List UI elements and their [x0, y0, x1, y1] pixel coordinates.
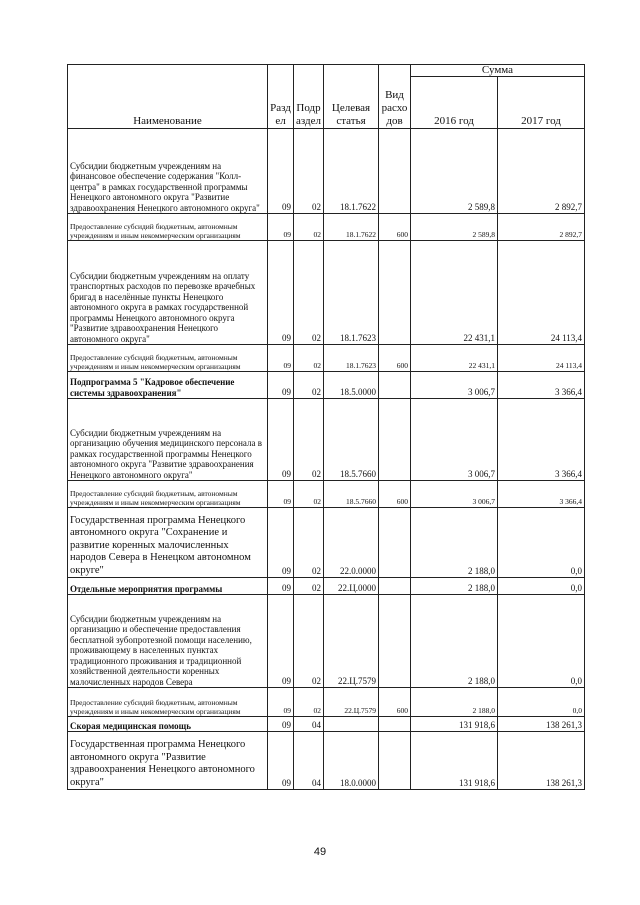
row-target: 18.0.0000	[324, 732, 379, 790]
row-section: 09	[268, 578, 294, 595]
table-row	[68, 688, 585, 717]
row-name: Отдельные мероприятия программы	[68, 578, 268, 595]
row-name: Субсидии бюджетным учреждениям на организацию обучения медицинского персонала в рамках государственной программы Ненецкого автономного округа "Развитие здравоохранения Ненецкого автономного округа"	[68, 399, 268, 481]
row-name: Субсидии бюджетным учреждениям на оплату транспортных расходов по перевозке врачебных бригад в населённые пункты Ненецкого автономного округа в рамках государственной программы Ненецкого автономного округа "Развитие здравоохранения Ненецкого автономного округа"	[68, 241, 268, 345]
table-row	[68, 399, 585, 481]
table-row	[68, 241, 585, 345]
row-2017: 24 113,4	[498, 241, 585, 345]
row-name: Государственная программа Ненецкого автономного округа "Сохранение и развитие коренных малочисленных народов Севера в Ненецком автономном округе"	[68, 508, 268, 578]
row-target: 18.5.0000	[324, 372, 379, 399]
row-target: 22.Ц.7579	[324, 595, 379, 688]
row-2016: 22 431,1	[411, 345, 498, 372]
row-target	[324, 717, 379, 732]
row-vid: 600	[379, 214, 411, 241]
row-section: 09	[268, 688, 294, 717]
table-row	[68, 578, 585, 595]
row-2016: 22 431,1	[411, 241, 498, 345]
row-2016: 2 188,0	[411, 595, 498, 688]
row-name: Скорая медицинская помощь	[68, 717, 268, 732]
header-expense-type: Вид расхо дов	[379, 65, 411, 129]
row-section: 09	[268, 372, 294, 399]
row-vid	[379, 241, 411, 345]
row-2017: 3 366,4	[498, 372, 585, 399]
row-vid: 600	[379, 481, 411, 508]
row-subsection: 04	[294, 717, 324, 732]
row-subsection: 02	[294, 481, 324, 508]
row-vid	[379, 508, 411, 578]
row-2017: 0,0	[498, 595, 585, 688]
row-subsection: 02	[294, 688, 324, 717]
row-2016: 3 006,7	[411, 481, 498, 508]
page-number: 49	[313, 846, 327, 858]
budget-table	[67, 64, 585, 790]
header-target: Целевая статья	[324, 65, 379, 129]
row-subsection: 02	[294, 372, 324, 399]
header-subsection: Подр аздел	[294, 65, 324, 129]
row-name: Предоставление субсидий бюджетным, автономным учреждениям и иным некоммерческим организациям	[68, 345, 268, 372]
row-section: 09	[268, 595, 294, 688]
row-subsection: 02	[294, 399, 324, 481]
row-subsection: 02	[294, 129, 324, 214]
row-target: 22.Ц.7579	[324, 688, 379, 717]
row-2017: 2 892,7	[498, 129, 585, 214]
row-target: 18.1.7622	[324, 129, 379, 214]
row-name: Предоставление субсидий бюджетным, автономным учреждениям и иным некоммерческим организациям	[68, 214, 268, 241]
row-2017: 138 261,3	[498, 732, 585, 790]
row-subsection: 02	[294, 578, 324, 595]
table-row	[68, 129, 585, 214]
row-section: 09	[268, 717, 294, 732]
row-section: 09	[268, 732, 294, 790]
row-2017: 0,0	[498, 508, 585, 578]
row-vid	[379, 129, 411, 214]
row-section: 09	[268, 214, 294, 241]
table-row	[68, 372, 585, 399]
row-2016: 2 188,0	[411, 688, 498, 717]
row-subsection: 02	[294, 214, 324, 241]
row-2016: 131 918,6	[411, 717, 498, 732]
table-row	[68, 481, 585, 508]
row-2016: 3 006,7	[411, 399, 498, 481]
table-row	[68, 214, 585, 241]
row-vid	[379, 732, 411, 790]
row-vid	[379, 578, 411, 595]
row-2017: 138 261,3	[498, 717, 585, 732]
row-vid: 600	[379, 688, 411, 717]
row-2016: 131 918,6	[411, 732, 498, 790]
row-subsection: 04	[294, 732, 324, 790]
table-row	[68, 717, 585, 732]
row-name: Государственная программа Ненецкого автономного округа "Развитие здравоохранения Ненецкого автономного округа"	[68, 732, 268, 790]
row-2016: 2 589,8	[411, 214, 498, 241]
row-2016: 2 188,0	[411, 508, 498, 578]
row-2017: 3 366,4	[498, 399, 585, 481]
row-vid	[379, 399, 411, 481]
row-2017: 3 366,4	[498, 481, 585, 508]
row-target: 22.0.0000	[324, 508, 379, 578]
row-vid	[379, 595, 411, 688]
row-target: 18.1.7623	[324, 345, 379, 372]
table-row	[68, 595, 585, 688]
row-vid	[379, 717, 411, 732]
row-section: 09	[268, 345, 294, 372]
row-target: 18.5.7660	[324, 399, 379, 481]
row-2016: 2 589,8	[411, 129, 498, 214]
row-subsection: 02	[294, 241, 324, 345]
row-name: Предоставление субсидий бюджетным, автономным учреждениям и иным некоммерческим организациям	[68, 688, 268, 717]
row-subsection: 02	[294, 508, 324, 578]
table-row	[68, 732, 585, 790]
row-subsection: 02	[294, 345, 324, 372]
header-year-2016: 2016 год	[411, 77, 498, 129]
row-target: 18.1.7623	[324, 241, 379, 345]
row-target: 22.Ц.0000	[324, 578, 379, 595]
row-target: 18.5.7660	[324, 481, 379, 508]
row-section: 09	[268, 241, 294, 345]
row-name: Субсидии бюджетным учреждениям на организацию и обеспечение предоставления бесплатной зубопротезной помощи населению, проживающему в населенных пунктах традиционного проживания и традиционной хозяйственной деятельности коренных малочисленных народов Севера	[68, 595, 268, 688]
row-2017: 2 892,7	[498, 214, 585, 241]
row-vid: 600	[379, 345, 411, 372]
row-section: 09	[268, 129, 294, 214]
row-target: 18.1.7622	[324, 214, 379, 241]
header-year-2017: 2017 год	[498, 77, 585, 129]
row-name: Подпрограмма 5 "Кадровое обеспечение системы здравоохранения"	[68, 372, 268, 399]
table-row	[68, 508, 585, 578]
row-name: Субсидии бюджетным учреждениям на финансовое обеспечение содержания "Колл-центра" в рамках государственной программы Ненецкого автономного округа "Развитие здравоохранения Ненецкого автономного округа"	[68, 129, 268, 214]
row-2017: 0,0	[498, 578, 585, 595]
row-section: 09	[268, 481, 294, 508]
header-row-top	[68, 65, 585, 77]
row-2016: 2 188,0	[411, 578, 498, 595]
row-vid	[379, 372, 411, 399]
row-section: 09	[268, 399, 294, 481]
header-name: Наименование	[68, 65, 268, 129]
header-sum: Сумма	[411, 65, 585, 77]
header-section: Разд ел	[268, 65, 294, 129]
row-subsection: 02	[294, 595, 324, 688]
row-2016: 3 006,7	[411, 372, 498, 399]
row-2017: 24 113,4	[498, 345, 585, 372]
row-section: 09	[268, 508, 294, 578]
row-2017: 0,0	[498, 688, 585, 717]
table-row	[68, 345, 585, 372]
row-name: Предоставление субсидий бюджетным, автономным учреждениям и иным некоммерческим организациям	[68, 481, 268, 508]
